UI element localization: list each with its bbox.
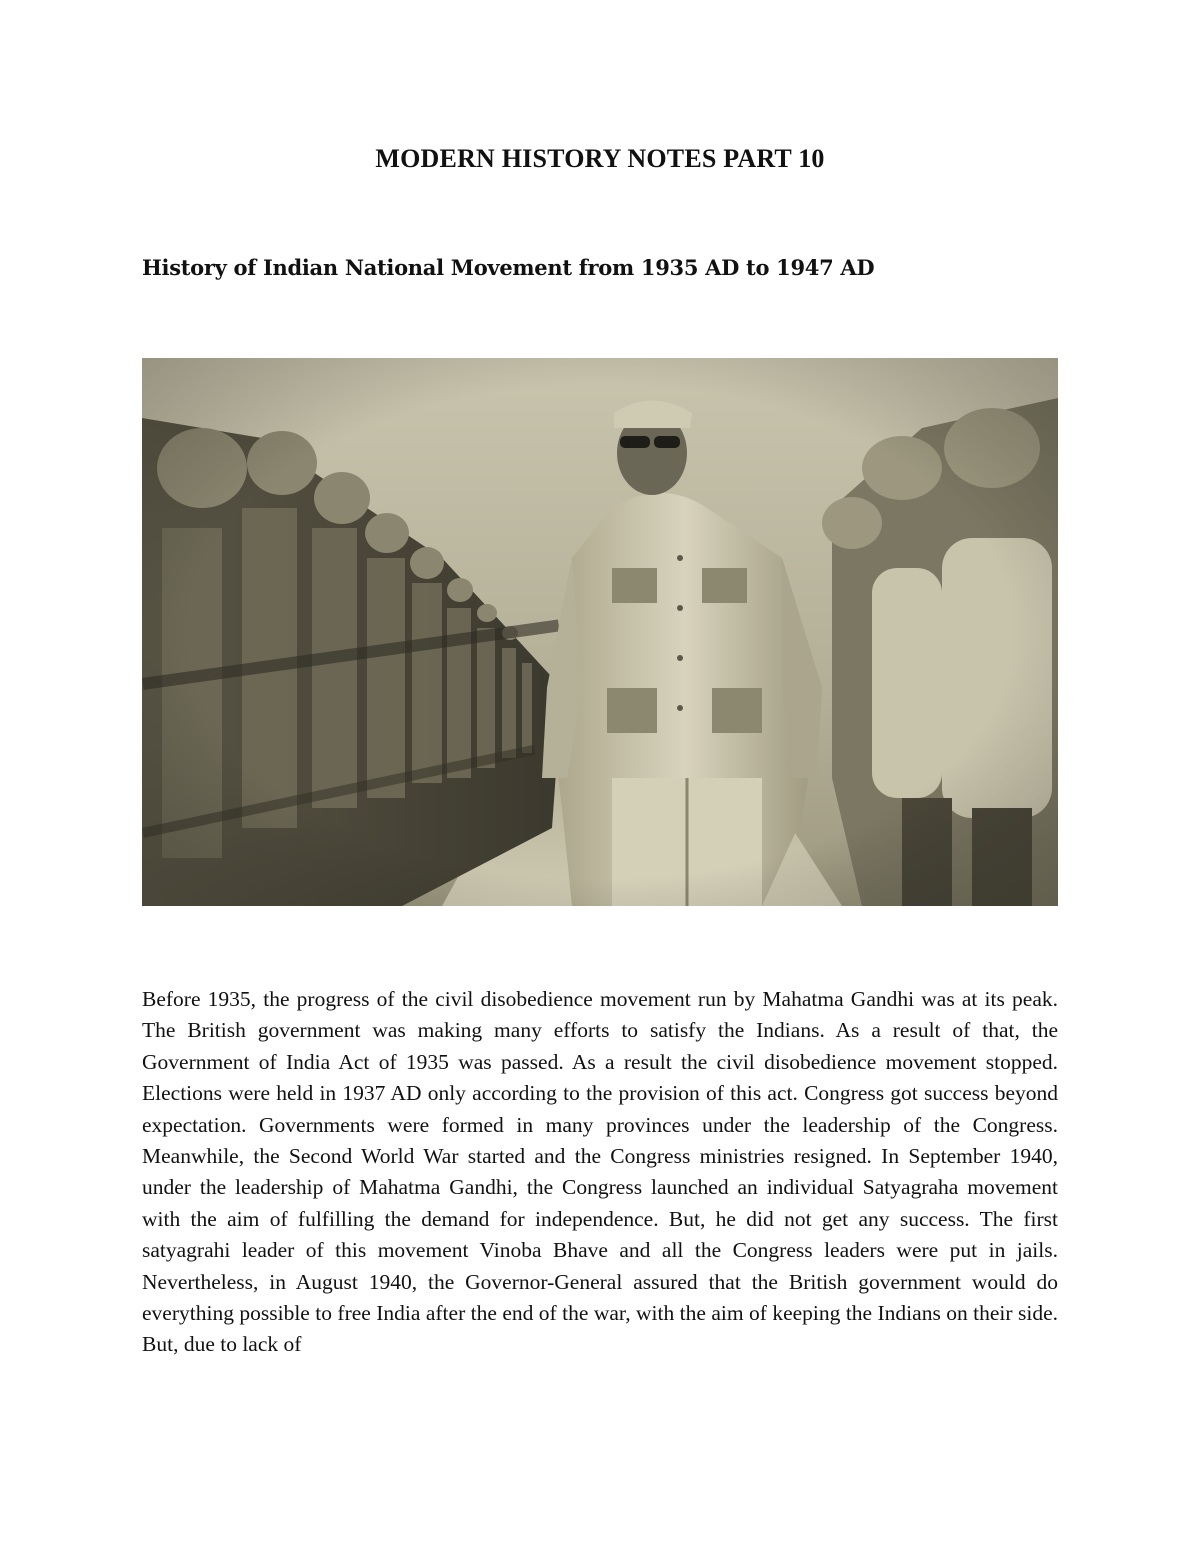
body-paragraph: Before 1935, the progress of the civil disobedience movement run by Mahatma Gandhi was at its peak. The British government was making many efforts to satisfy the Indians. As a result of that, the Government of India Act of 1935 was passed. As a result the civil disobedience movement stopped. Elections were held in 1937 AD only according to the provision of this act. Congress got success beyond expectation. Governments were formed in many provinces under the leadership of the Congress. Meanwhile, the Second World War started and the Congress ministries resigned. In September 1940, under the leadership of Mahatma Gandhi, the Congress launched an individual Satyagraha movement with the aim of fulfilling the demand for independence. But, he did not get any success. The first satyagrahi leader of this movement Vinoba Bhave and all the Congress leaders were put in jails. Nevertheless, in August 1940, the Governor-General assured that the British government would do everything possible to free India after the end of the war, with the aim of keeping the Indians on their side. But, due to lack of (142, 987, 1058, 1357)
section-heading: History of Indian National Movement from 1935 AD to 1947 AD (142, 255, 875, 280)
historical-photograph (142, 358, 1058, 906)
document-title: MODERN HISTORY NOTES PART 10 (375, 144, 825, 173)
